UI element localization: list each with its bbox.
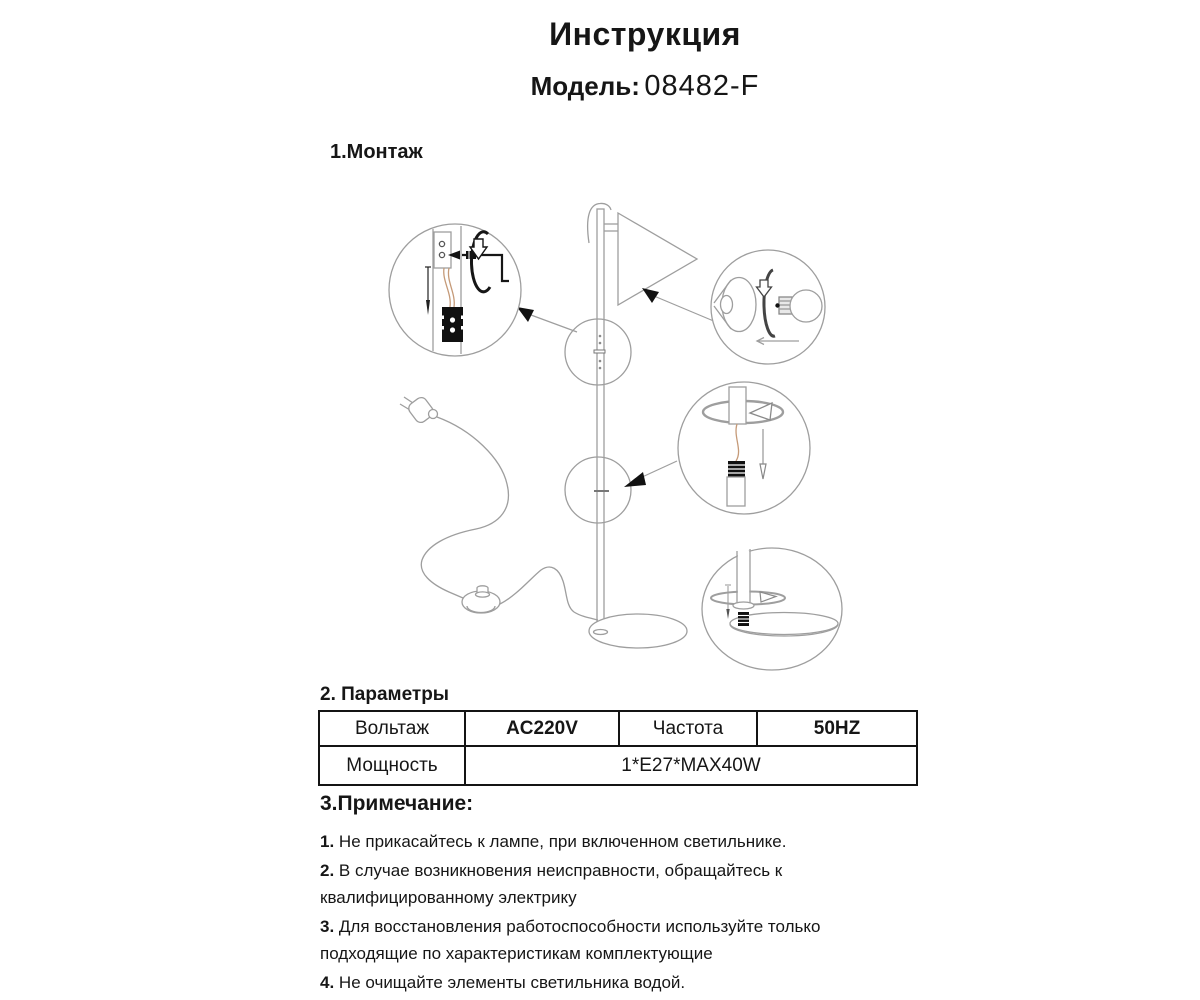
detail-circle-pole-join <box>678 382 810 514</box>
parameters-section-heading: 2. Параметры <box>320 684 450 705</box>
note-number: 2. <box>320 861 335 880</box>
notes-list <box>320 828 920 998</box>
table-row <box>319 746 917 785</box>
power-cord <box>421 417 508 598</box>
plug-collar <box>429 410 438 419</box>
assembly-section-heading: 1.Монтаж <box>330 141 423 163</box>
notes-section-heading: 3.Примечание: <box>320 792 474 815</box>
light-bulb <box>790 290 822 322</box>
note-item <box>320 857 920 911</box>
pole-flange <box>733 602 754 609</box>
plug-pin <box>404 397 413 403</box>
pole-base-flange <box>594 630 608 635</box>
note-text: Не очищайте элементы светильника водой. <box>338 973 686 992</box>
floor-lamp-drawing <box>565 203 697 648</box>
pole-joint-collar <box>594 350 605 353</box>
note-item <box>320 913 920 967</box>
note-text: Для восстановления работоспособности используйте только подходящие по характеристикам комплектующие <box>320 917 821 963</box>
voltage-value-cell: AC220V <box>465 711 619 746</box>
note-text: Не прикасайтесь к лампе, при включенном светильнике. <box>338 832 787 851</box>
model-line <box>531 70 760 103</box>
power-cord-group <box>400 395 598 620</box>
detail-circle-outline <box>702 548 842 670</box>
model-value: 08482-F <box>644 70 760 102</box>
bulb-contact <box>775 303 779 307</box>
note-number: 1. <box>320 832 335 851</box>
power-value-cell: 1*E27*MAX40W <box>465 746 917 785</box>
note-item <box>320 828 920 855</box>
screw-hole <box>439 252 444 257</box>
arrowhead <box>517 307 534 322</box>
mounting-plate <box>434 232 451 268</box>
detail-circle-base-assembly <box>702 548 842 670</box>
parameters-table <box>318 710 918 786</box>
power-label-cell: Мощность <box>319 746 465 785</box>
floor-lamp-assembly-diagram <box>385 193 855 685</box>
cone-lampshade <box>618 213 697 305</box>
foot-switch-button-base <box>476 592 490 597</box>
screw-hole <box>439 241 444 246</box>
note-text: В случае возникновения неисправности, обращайтесь к квалифицированному электрику <box>320 861 783 907</box>
frequency-label-cell: Частота <box>619 711 757 746</box>
note-item <box>320 969 920 996</box>
note-number: 4. <box>320 973 335 992</box>
threaded-connector <box>442 307 463 342</box>
detail-circle-pole-connection <box>389 224 521 356</box>
note-number: 3. <box>320 917 335 936</box>
arrowhead <box>642 288 659 303</box>
power-cord <box>500 567 598 620</box>
shade-socket <box>721 296 733 314</box>
lower-pole-piece <box>727 477 745 506</box>
page-title: Инструкция <box>549 16 741 52</box>
frequency-value-cell: 50HZ <box>757 711 917 746</box>
upper-pole-piece <box>729 387 746 424</box>
detail-circle-bulb-install <box>711 250 825 364</box>
model-label: Модель: <box>530 71 640 101</box>
lamp-pole <box>597 209 604 633</box>
table-row <box>319 711 917 746</box>
voltage-label-cell: Вольтаж <box>319 711 465 746</box>
